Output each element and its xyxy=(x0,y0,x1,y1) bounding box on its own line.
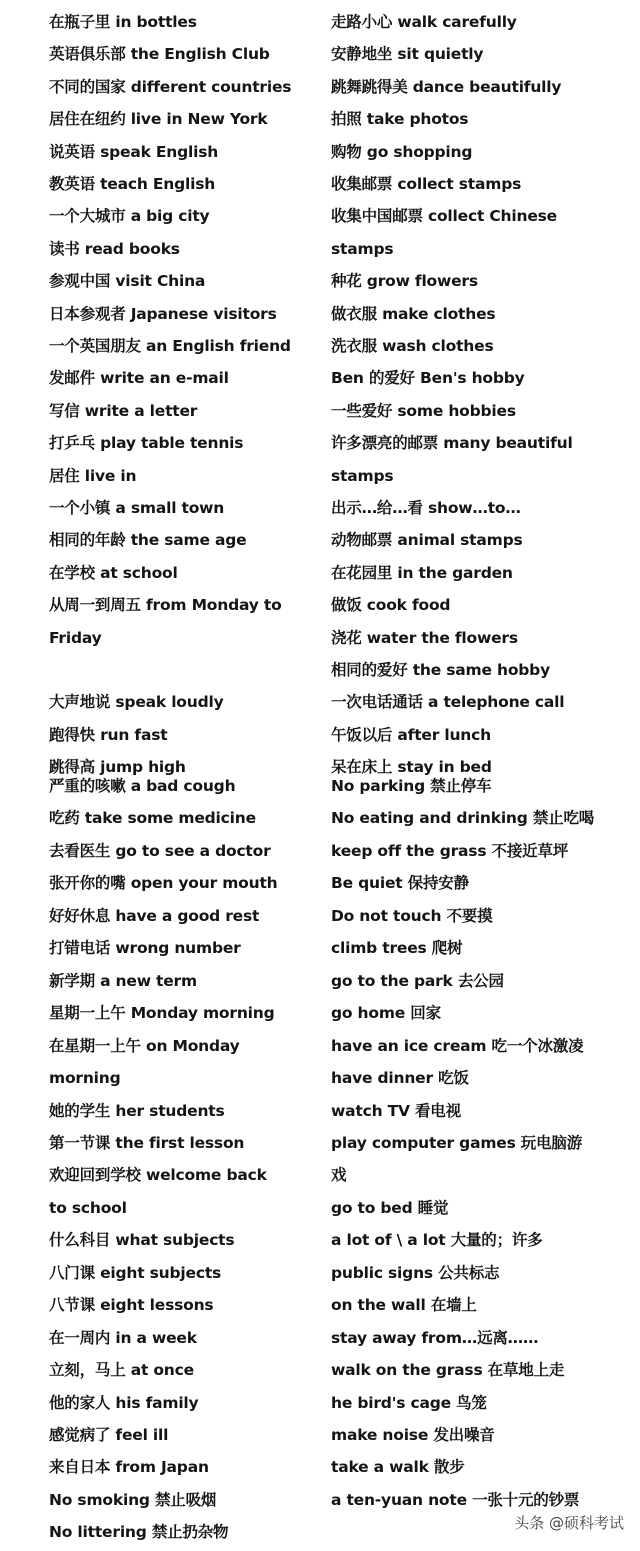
phrase-line: 去看医生 go to see a doctor xyxy=(49,841,271,860)
phrase-line: 他的家人 his family xyxy=(49,1393,199,1412)
phrase-line: 出示…给…看 show…to… xyxy=(331,499,521,517)
phrase-line: 英语俱乐部 the English Club xyxy=(49,45,270,64)
phrase-line: 一次电话通话 a telephone call xyxy=(331,693,565,712)
phrase-line: 在学校 at school xyxy=(49,563,178,582)
phrase-line: No smoking 禁止吸烟 xyxy=(49,1490,217,1509)
phrase-line: 说英语 speak English xyxy=(49,142,219,161)
phrase-line: a lot of \ a lot 大量的；许多 xyxy=(331,1231,543,1250)
phrase-line: 拍照 take photos xyxy=(331,110,469,129)
phrase-line: 打乒乓 play table tennis xyxy=(49,434,244,453)
phrase-line: 什么科目 what subjects xyxy=(49,1231,235,1250)
phrase-line: 从周一到周五 from Monday to xyxy=(49,596,282,615)
phrase-line: 感觉病了 feel ill xyxy=(49,1426,169,1444)
phrase-line: to school xyxy=(49,1198,127,1217)
phrase-line: stamps xyxy=(331,239,394,258)
phrase-line: a ten-yuan note 一张十元的钞票 xyxy=(331,1490,580,1509)
phrase-line: 许多漂亮的邮票 many beautiful xyxy=(331,434,573,453)
phrase-line: go to the park 去公园 xyxy=(331,971,504,990)
phrase-line: 走路小心 walk carefully xyxy=(331,13,517,31)
phrase-line: 日本参观者 Japanese visitors xyxy=(49,304,277,323)
phrase-line: 她的学生 her students xyxy=(49,1101,225,1120)
phrase-line: 八门课 eight subjects xyxy=(49,1263,222,1282)
phrase-line: No eating and drinking 禁止吃喝 xyxy=(331,809,595,828)
phrase-line: 第一节课 the first lesson xyxy=(49,1133,245,1152)
phrase-line: 张开你的嘴 open your mouth xyxy=(49,874,278,893)
phrase-line: climb trees 爬树 xyxy=(331,939,463,958)
phrase-line: go to bed 睡觉 xyxy=(331,1198,449,1217)
phrase-line: 不同的国家 different countries xyxy=(49,77,292,96)
phrase-line: stay away from…远离…… xyxy=(331,1328,539,1347)
phrase-line: 新学期 a new term xyxy=(49,971,197,990)
phrase-line: 浇花 water the flowers xyxy=(331,628,518,647)
phrase-line: 在星期一上午 on Monday xyxy=(49,1036,240,1055)
phrase-line: 写信 write a letter xyxy=(49,401,198,420)
phrase-line: 在一周内 in a week xyxy=(49,1328,197,1347)
phrase-line: 洗衣服 wash clothes xyxy=(331,337,494,355)
phrase-line: public signs 公共标志 xyxy=(331,1263,500,1282)
phrase-line: 好好休息 have a good rest xyxy=(49,906,260,925)
phrase-line: 相同的年龄 the same age xyxy=(49,531,247,550)
phrase-line: 戏 xyxy=(331,1166,347,1185)
phrase-line: have an ice cream 吃一个冰激凌 xyxy=(331,1036,584,1055)
phrase-line: Be quiet 保持安静 xyxy=(331,874,469,893)
phrase-line: 大声地说 speak loudly xyxy=(49,693,224,712)
phrase-line: Ben 的爱好 Ben's hobby xyxy=(331,369,525,388)
phrase-line: 跑得快 run fast xyxy=(49,725,168,744)
phrase-line: No parking 禁止停车 xyxy=(331,777,492,795)
phrase-line: 做饭 cook food xyxy=(331,596,451,615)
phrase-line: 星期一上午 Monday morning xyxy=(49,1004,275,1023)
phrase-line: 种花 grow flowers xyxy=(331,272,478,291)
phrase-line: 相同的爱好 the same hobby xyxy=(331,661,550,679)
phrase-line: 打错电话 wrong number xyxy=(49,939,241,958)
phrase-line: 居住 live in xyxy=(49,466,137,485)
phrase-line: No littering 禁止扔杂物 xyxy=(49,1523,229,1542)
phrase-line: 动物邮票 animal stamps xyxy=(331,531,523,550)
phrase-line: make noise 发出噪音 xyxy=(331,1426,495,1444)
phrase-line: go home 回家 xyxy=(331,1004,441,1023)
phrase-line: 严重的咳嗽 a bad cough xyxy=(49,777,236,795)
phrase-line: 一个大城市 a big city xyxy=(49,207,210,226)
phrase-line: 八节课 eight lessons xyxy=(49,1296,214,1315)
phrase-line: watch TV 看电视 xyxy=(331,1101,461,1120)
phrase-line: 居住在纽约 live in New York xyxy=(49,110,268,129)
phrase-line: on the wall 在墙上 xyxy=(331,1296,477,1315)
phrase-line: 读书 read books xyxy=(49,239,180,258)
phrase-line: 吃药 take some medicine xyxy=(49,809,256,828)
phrase-line: play computer games 玩电脑游 xyxy=(331,1133,583,1152)
phrase-line: 在花园里 in the garden xyxy=(331,563,513,582)
phrase-line: he bird's cage 鸟笼 xyxy=(331,1393,487,1412)
phrase-line: 教英语 teach English xyxy=(49,175,216,193)
phrase-line: Friday xyxy=(49,628,102,647)
phrase-line: walk on the grass 在草地上走 xyxy=(331,1361,565,1380)
phrase-line: 一些爱好 some hobbies xyxy=(331,401,516,420)
phrase-line: 跳舞跳得美 dance beautifully xyxy=(331,77,562,96)
phrase-line: 欢迎回到学校 welcome back xyxy=(49,1166,267,1185)
phrase-line: 发邮件 write an e-mail xyxy=(49,369,229,388)
phrase-line: have dinner 吃饭 xyxy=(331,1069,469,1088)
phrase-line: 一个小镇 a small town xyxy=(49,499,225,517)
phrase-line: 购物 go shopping xyxy=(331,142,473,161)
phrase-line: 在瓶子里 in bottles xyxy=(49,13,197,31)
phrase-line: 立刻，马上 at once xyxy=(49,1361,194,1380)
phrase-line: 跳得高 jump high xyxy=(49,758,186,777)
phrase-line: 参观中国 visit China xyxy=(49,272,206,291)
phrase-line: take a walk 散步 xyxy=(331,1458,465,1477)
phrase-line: stamps xyxy=(331,466,394,485)
phrase-line: 做衣服 make clothes xyxy=(331,304,496,323)
phrase-line: 一个英国朋友 an English friend xyxy=(49,337,291,355)
phrase-line: 收集邮票 collect stamps xyxy=(331,175,522,193)
phrase-line: morning xyxy=(49,1069,121,1088)
phrase-line: 来自日本 from Japan xyxy=(49,1458,209,1477)
phrase-line: Do not touch 不要摸 xyxy=(331,906,493,925)
phrase-line: keep off the grass 不接近草坪 xyxy=(331,841,569,860)
phrase-line: 收集中国邮票 collect Chinese xyxy=(331,207,557,226)
watermark: 头条 @硕科考试 xyxy=(514,1514,624,1532)
phrase-line: 午饭以后 after lunch xyxy=(331,725,491,744)
phrase-line: 安静地坐 sit quietly xyxy=(331,45,484,64)
phrase-line: 呆在床上 stay in bed xyxy=(331,758,492,777)
